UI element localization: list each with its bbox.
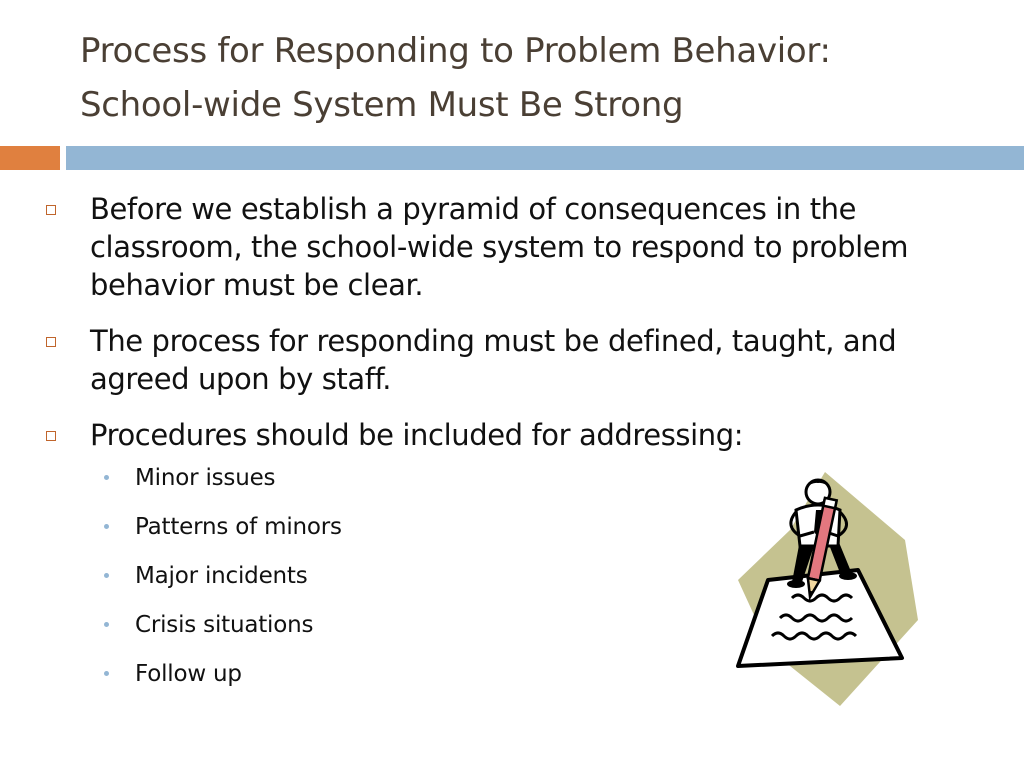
slide-title (80, 24, 1000, 132)
bullet-item (0, 416, 1024, 454)
sub-bullet-text: Minor issues (135, 465, 276, 491)
square-bullet-icon (46, 431, 56, 441)
bullet-item (0, 190, 1024, 304)
accent-bar-blue (66, 146, 1024, 170)
title-line-2: School-wide System Must Be Strong (80, 85, 684, 125)
person-writing-with-pencil-icon (730, 470, 930, 710)
dot-bullet-icon (104, 475, 109, 480)
bullet-item (0, 322, 1024, 398)
sub-bullet-text: Crisis situations (135, 612, 314, 638)
bullet-text: Procedures should be included for addressing: (90, 418, 744, 452)
square-bullet-icon (46, 337, 56, 347)
sub-bullet-text: Follow up (135, 661, 242, 687)
accent-bar-orange (0, 146, 60, 170)
dot-bullet-icon (104, 524, 109, 529)
dot-bullet-icon (104, 671, 109, 676)
dot-bullet-icon (104, 573, 109, 578)
dot-bullet-icon (104, 622, 109, 627)
sub-bullet-text: Patterns of minors (135, 514, 342, 540)
bullet-text: The process for responding must be defined, taught, and agreed upon by staff. (90, 324, 897, 396)
square-bullet-icon (46, 205, 56, 215)
bullet-text: Before we establish a pyramid of consequences in the classroom, the school-wide system to respond to problem behavior must be clear. (90, 192, 909, 302)
sub-bullet-text: Major incidents (135, 563, 308, 589)
title-line-1: Process for Responding to Problem Behavior: (80, 31, 831, 71)
